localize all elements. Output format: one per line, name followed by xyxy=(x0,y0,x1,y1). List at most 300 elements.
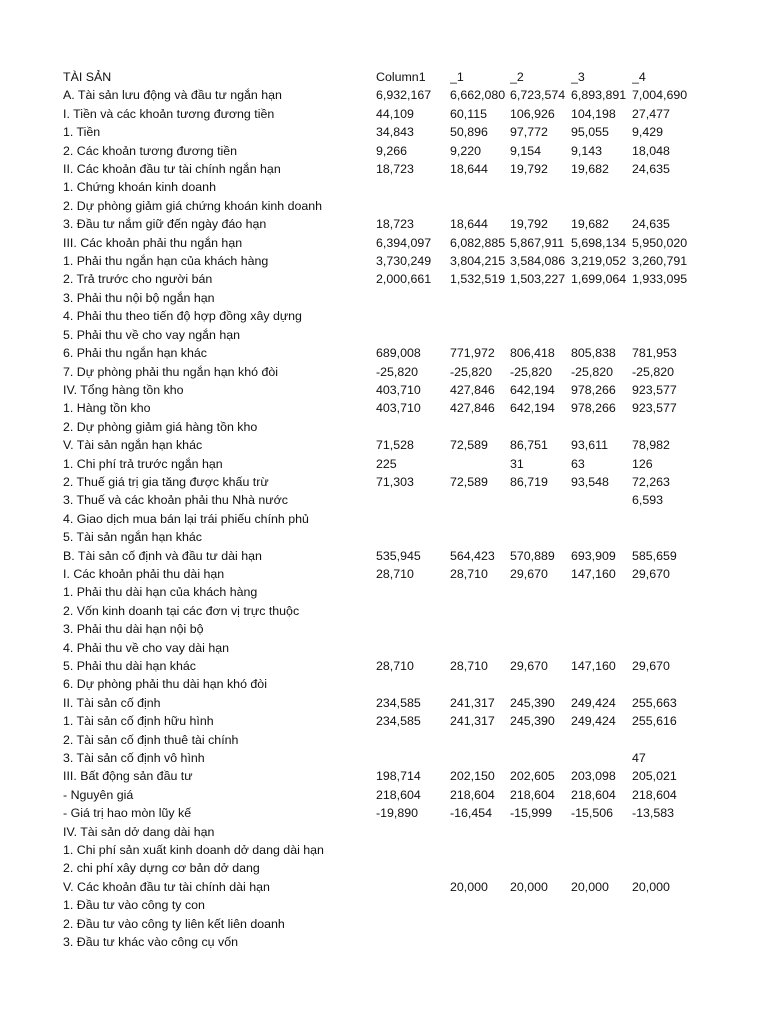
value-cell: 234,585 xyxy=(376,695,421,710)
row-label: 3. Phải thu dài hạn nội bộ xyxy=(63,622,204,637)
value-cell: 978,266 xyxy=(571,401,616,416)
value-cell: 5,867,911 xyxy=(510,235,565,250)
value-cell: 1,933,095 xyxy=(632,272,688,287)
value-cell xyxy=(510,602,571,620)
row-label: 2. Dự phòng giảm giá hàng tồn kho xyxy=(63,419,258,434)
value-cell: 20,000 xyxy=(510,879,548,894)
table-row xyxy=(63,823,702,841)
value-cell: 585,659 xyxy=(632,548,677,563)
value-cell: 203,098 xyxy=(571,769,616,784)
table-row xyxy=(63,215,702,233)
value-cell xyxy=(510,197,571,215)
value-cell xyxy=(376,307,450,325)
value-cell: 28,710 xyxy=(376,659,414,673)
row-label: I. Các khoản phải thu dài hạn xyxy=(63,566,225,581)
table-row xyxy=(63,657,702,675)
row-label: 3. Phải thu nội bộ ngắn hạn xyxy=(63,290,215,305)
table-row xyxy=(63,491,702,509)
value-cell xyxy=(376,639,450,657)
value-cell: 18,723 xyxy=(376,217,414,232)
value-cell: 18,723 xyxy=(376,162,414,177)
value-cell: 202,150 xyxy=(450,769,495,784)
value-cell: 245,390 xyxy=(510,714,555,729)
value-cell xyxy=(450,639,510,657)
value-cell: -15,506 xyxy=(571,806,614,821)
value-cell: 97,772 xyxy=(510,125,548,140)
value-cell: 564,423 xyxy=(450,548,495,563)
value-cell xyxy=(376,915,450,933)
value-cell: 689,008 xyxy=(376,346,421,361)
value-cell: 1,503,227 xyxy=(510,272,566,287)
value-cell: 6,662,080 xyxy=(450,88,506,103)
value-cell: 18,644 xyxy=(450,217,488,232)
value-cell xyxy=(571,859,632,877)
value-cell: 47 xyxy=(632,751,646,766)
value-cell xyxy=(510,896,571,914)
value-cell: 19,682 xyxy=(571,217,609,232)
value-cell: 249,424 xyxy=(571,714,616,729)
value-cell: 198,714 xyxy=(376,769,421,784)
value-cell xyxy=(571,823,632,841)
row-label: 7. Dự phòng phải thu ngắn hạn khó đòi xyxy=(63,364,278,379)
table-row xyxy=(63,786,702,804)
value-cell: -25,820 xyxy=(571,364,614,379)
table-body xyxy=(63,86,702,951)
value-cell xyxy=(450,749,510,767)
value-cell: 78,982 xyxy=(632,438,670,453)
value-cell xyxy=(571,326,632,344)
table-row xyxy=(63,455,702,473)
value-cell: 249,424 xyxy=(571,695,616,710)
value-cell xyxy=(632,510,702,528)
value-cell xyxy=(450,859,510,877)
value-cell xyxy=(632,639,702,657)
row-label: 5. Phải thu về cho vay ngắn hạn xyxy=(63,327,241,342)
row-label: 2. Đầu tư vào công ty liên kết liên doanh xyxy=(63,916,285,931)
table-row xyxy=(63,307,702,325)
value-cell xyxy=(510,307,571,325)
value-cell: 771,972 xyxy=(450,346,495,361)
row-label: 1. Chi phí trả trước ngắn hạn xyxy=(63,456,223,471)
row-label: I. Tiền và các khoản tương đương tiền xyxy=(63,106,275,121)
table-row xyxy=(63,859,702,877)
value-cell xyxy=(510,418,571,436)
value-cell xyxy=(571,749,632,767)
value-cell xyxy=(450,841,510,859)
value-cell: 9,429 xyxy=(632,125,664,140)
value-cell xyxy=(450,731,510,749)
value-cell xyxy=(450,510,510,528)
value-cell xyxy=(632,675,702,693)
value-cell xyxy=(450,326,510,344)
table-row xyxy=(63,86,702,104)
row-label: 1. Hàng tồn kho xyxy=(63,401,151,416)
value-cell: 72,589 xyxy=(450,474,488,489)
table-row xyxy=(63,252,702,270)
value-cell xyxy=(510,289,571,307)
table-row xyxy=(63,878,702,896)
value-cell: 5,698,134 xyxy=(571,235,627,250)
value-cell xyxy=(376,896,450,914)
row-label: - Nguyên giá xyxy=(63,787,134,802)
value-cell xyxy=(510,731,571,749)
value-cell xyxy=(510,841,571,859)
table-row xyxy=(63,602,702,620)
table-row xyxy=(63,804,702,822)
value-cell xyxy=(510,915,571,933)
value-cell xyxy=(571,307,632,325)
row-label: 1. Chứng khoán kinh doanh xyxy=(63,180,216,195)
row-label: II. Các khoản đầu tư tài chính ngắn hạn xyxy=(63,162,281,177)
value-cell: 86,719 xyxy=(510,474,548,489)
value-cell xyxy=(632,859,702,877)
row-label: - Giá trị hao mòn lũy kế xyxy=(63,806,192,821)
value-cell xyxy=(510,823,571,841)
row-label: 1. Tài sản cố định hữu hình xyxy=(63,714,214,729)
table-row xyxy=(63,712,702,730)
row-label: 2. chi phí xây dựng cơ bản dở dang xyxy=(63,861,260,876)
table-row xyxy=(63,289,702,307)
value-cell xyxy=(571,197,632,215)
row-label: 2. Trả trước cho người bán xyxy=(63,272,213,287)
value-cell: 3,584,086 xyxy=(510,254,566,269)
value-cell: 218,604 xyxy=(632,787,677,802)
table-row xyxy=(63,510,702,528)
value-cell xyxy=(632,528,702,546)
value-cell: 29,670 xyxy=(510,566,548,581)
header-asset: TÀI SẢN xyxy=(63,70,112,84)
value-cell: 28,710 xyxy=(450,659,488,673)
value-cell xyxy=(510,859,571,877)
value-cell: 218,604 xyxy=(510,787,555,802)
row-label: 1. Phải thu dài hạn của khách hàng xyxy=(63,585,258,600)
table-row xyxy=(63,178,702,196)
value-cell xyxy=(450,307,510,325)
value-cell xyxy=(571,491,632,509)
value-cell xyxy=(376,583,450,601)
table-row xyxy=(63,694,702,712)
value-cell: 923,577 xyxy=(632,382,677,397)
value-cell: 28,710 xyxy=(376,566,414,581)
value-cell xyxy=(571,675,632,693)
value-cell xyxy=(510,749,571,767)
row-label: A. Tài sản lưu động và đầu tư ngắn hạn xyxy=(63,88,282,103)
value-cell xyxy=(450,418,510,436)
row-label: 1. Chi phí sản xuất kinh doanh dở dang dài hạn xyxy=(63,843,324,858)
table-row xyxy=(63,915,702,933)
table-row xyxy=(63,896,702,914)
value-cell xyxy=(571,915,632,933)
table-row xyxy=(63,123,702,141)
value-cell: 29,670 xyxy=(632,659,670,673)
row-label: 4. Phải thu về cho vay dài hạn xyxy=(63,640,230,655)
value-cell xyxy=(632,178,702,196)
value-cell xyxy=(510,933,571,951)
value-cell xyxy=(510,178,571,196)
value-cell: 245,390 xyxy=(510,695,555,710)
value-cell: 20,000 xyxy=(632,879,670,894)
value-cell: 218,604 xyxy=(571,787,616,802)
value-cell: 19,682 xyxy=(571,162,609,177)
value-cell xyxy=(376,491,450,509)
value-cell xyxy=(632,307,702,325)
value-cell: 6,082,885 xyxy=(450,235,506,250)
value-cell xyxy=(510,491,571,509)
table-row xyxy=(63,234,702,252)
value-cell: -16,454 xyxy=(450,806,493,821)
value-cell xyxy=(450,896,510,914)
value-cell: 805,838 xyxy=(571,346,616,361)
value-cell xyxy=(376,326,450,344)
value-cell xyxy=(632,915,702,933)
value-cell: -25,820 xyxy=(450,364,493,379)
value-cell: 95,055 xyxy=(571,125,609,140)
value-cell xyxy=(376,178,450,196)
value-cell xyxy=(450,933,510,951)
table-row xyxy=(63,528,702,546)
row-label: 1. Phải thu ngắn hạn của khách hàng xyxy=(63,254,269,269)
value-cell xyxy=(571,583,632,601)
value-cell: 255,663 xyxy=(632,695,677,710)
value-cell: 93,611 xyxy=(571,438,608,453)
value-cell xyxy=(632,731,702,749)
value-cell: 6,893,891 xyxy=(571,88,627,103)
table-row xyxy=(63,363,702,381)
value-cell: 570,889 xyxy=(510,548,555,563)
value-cell xyxy=(376,933,450,951)
table-row xyxy=(63,841,702,859)
value-cell: 9,266 xyxy=(376,143,408,158)
row-label: 6. Dự phòng phải thu dài hạn khó đòi xyxy=(63,677,267,692)
value-cell xyxy=(376,823,450,841)
value-cell: 218,604 xyxy=(450,787,495,802)
value-cell xyxy=(450,583,510,601)
value-cell xyxy=(450,915,510,933)
table-row xyxy=(63,473,702,491)
table-row xyxy=(63,436,702,454)
table-row xyxy=(63,381,702,399)
value-cell: 1,699,064 xyxy=(571,272,627,287)
header-col-2: _2 xyxy=(510,70,524,84)
value-cell xyxy=(571,639,632,657)
value-cell: 72,263 xyxy=(632,474,670,489)
value-cell: 9,154 xyxy=(510,143,542,158)
value-cell xyxy=(450,455,510,473)
value-cell: 202,605 xyxy=(510,769,555,784)
table-row xyxy=(63,731,702,749)
value-cell: 642,194 xyxy=(510,401,555,416)
value-cell: 3,260,791 xyxy=(632,254,688,269)
value-cell xyxy=(510,583,571,601)
table-header xyxy=(63,68,702,86)
value-cell xyxy=(376,675,450,693)
table-row xyxy=(63,547,702,565)
table-row xyxy=(63,142,702,160)
value-cell xyxy=(376,528,450,546)
table-row xyxy=(63,675,702,693)
value-cell xyxy=(632,602,702,620)
value-cell: 20,000 xyxy=(571,879,609,894)
table-row xyxy=(63,583,702,601)
value-cell xyxy=(450,602,510,620)
value-cell: 255,616 xyxy=(632,714,677,729)
value-cell xyxy=(450,197,510,215)
value-cell: 126 xyxy=(632,456,653,471)
value-cell xyxy=(376,197,450,215)
value-cell xyxy=(376,749,450,767)
value-cell: 18,048 xyxy=(632,143,670,158)
value-cell: 781,953 xyxy=(632,346,677,361)
value-cell: 50,896 xyxy=(450,125,488,140)
value-cell: 1,532,519 xyxy=(450,272,506,287)
value-cell: 3,730,249 xyxy=(376,254,432,269)
row-label: V. Tài sản ngắn hạn khác xyxy=(63,438,203,453)
value-cell: 147,160 xyxy=(571,659,616,673)
value-cell: 693,909 xyxy=(571,548,616,563)
value-cell: 106,926 xyxy=(510,106,555,121)
row-label: 3. Đầu tư nắm giữ đến ngày đáo hạn xyxy=(63,217,267,232)
row-label: II. Tài sản cố định xyxy=(63,695,161,710)
value-cell xyxy=(571,418,632,436)
value-cell xyxy=(450,528,510,546)
header-row xyxy=(63,68,702,86)
value-cell: -19,890 xyxy=(376,806,419,821)
value-cell xyxy=(450,620,510,638)
row-label: B. Tài sản cố định và đầu tư dài hạn xyxy=(63,548,262,563)
row-label: 2. Thuế giá trị gia tăng được khấu trừ xyxy=(63,474,269,489)
value-cell xyxy=(376,841,450,859)
table-row xyxy=(63,933,702,951)
table-row xyxy=(63,270,702,288)
value-cell xyxy=(632,326,702,344)
header-col-1: _1 xyxy=(450,70,464,84)
row-label: III. Bất động sản đầu tư xyxy=(63,769,193,784)
value-cell: 427,846 xyxy=(450,382,495,397)
value-cell xyxy=(571,896,632,914)
value-cell xyxy=(510,620,571,638)
value-cell: 19,792 xyxy=(510,217,548,232)
row-label: 3. Đầu tư khác vào công cụ vốn xyxy=(63,935,238,950)
value-cell xyxy=(510,510,571,528)
header-col-4: _4 xyxy=(632,70,646,84)
table-row xyxy=(63,326,702,344)
table-row xyxy=(63,749,702,767)
row-label: 3. Tài sản cố định vô hình xyxy=(63,751,205,766)
row-label: 1. Đầu tư vào công ty con xyxy=(63,898,205,913)
value-cell: 72,589 xyxy=(450,438,488,453)
header-column1: Column1 xyxy=(376,70,426,84)
value-cell: 29,670 xyxy=(510,659,548,673)
table-row xyxy=(63,344,702,362)
table-row xyxy=(63,105,702,123)
value-cell: 3,219,052 xyxy=(571,254,627,269)
value-cell: 34,843 xyxy=(376,125,414,140)
value-cell: 241,317 xyxy=(450,695,495,710)
row-label: 2. Dự phòng giảm giá chứng khoán kinh doanh xyxy=(63,198,323,213)
table-row xyxy=(63,160,702,178)
value-cell xyxy=(632,583,702,601)
row-label: 4. Phải thu theo tiến độ hợp đồng xây dựng xyxy=(63,309,302,324)
value-cell: 86,751 xyxy=(510,438,548,453)
value-cell: 6,723,574 xyxy=(510,88,566,103)
value-cell xyxy=(571,841,632,859)
value-cell xyxy=(632,418,702,436)
header-col-3: _3 xyxy=(571,70,585,84)
value-cell: 20,000 xyxy=(450,879,488,894)
table-row xyxy=(63,565,702,583)
value-cell xyxy=(450,491,510,509)
row-label: 1. Tiền xyxy=(63,125,101,140)
value-cell: 44,109 xyxy=(376,106,414,121)
value-cell: 427,846 xyxy=(450,401,495,416)
value-cell: 71,303 xyxy=(376,474,414,489)
value-cell xyxy=(571,602,632,620)
row-label: 3. Thuế và các khoản phải thu Nhà nước xyxy=(63,493,288,508)
row-label: III. Các khoản phải thu ngắn hạn xyxy=(63,235,243,250)
value-cell xyxy=(376,602,450,620)
row-label: V. Các khoản đầu tư tài chính dài hạn xyxy=(63,879,270,894)
row-label: 2. Tài sản cố định thuê tài chính xyxy=(63,732,239,747)
table-row xyxy=(63,767,702,785)
value-cell: -13,583 xyxy=(632,806,675,821)
value-cell: 7,004,690 xyxy=(632,88,688,103)
value-cell: 241,317 xyxy=(450,714,495,729)
value-cell xyxy=(632,289,702,307)
value-cell: 18,644 xyxy=(450,162,488,177)
value-cell xyxy=(450,289,510,307)
value-cell xyxy=(571,731,632,749)
value-cell: 24,635 xyxy=(632,162,670,177)
value-cell: 60,115 xyxy=(450,106,487,121)
value-cell: -25,820 xyxy=(632,364,675,379)
value-cell: 806,418 xyxy=(510,346,555,361)
row-label: 5. Phải thu dài hạn khác xyxy=(63,659,196,673)
table-row xyxy=(63,197,702,215)
value-cell xyxy=(510,528,571,546)
value-cell: 642,194 xyxy=(510,382,555,397)
value-cell xyxy=(571,289,632,307)
value-cell: 93,548 xyxy=(571,474,609,489)
value-cell xyxy=(632,933,702,951)
value-cell: 205,021 xyxy=(632,769,677,784)
value-cell: 403,710 xyxy=(376,382,421,397)
value-cell: 24,635 xyxy=(632,217,670,232)
value-cell xyxy=(376,878,450,896)
value-cell xyxy=(632,841,702,859)
value-cell xyxy=(376,510,450,528)
value-cell: 9,143 xyxy=(571,143,603,158)
value-cell: 6,932,167 xyxy=(376,88,432,103)
value-cell: -25,820 xyxy=(510,364,553,379)
value-cell: 218,604 xyxy=(376,787,421,802)
value-cell: 5,950,020 xyxy=(632,235,688,250)
value-cell: 9,220 xyxy=(450,143,482,158)
value-cell: 31 xyxy=(510,456,524,471)
value-cell xyxy=(571,528,632,546)
value-cell: 104,198 xyxy=(571,106,616,121)
row-label: 5. Tài sản ngắn hạn khác xyxy=(63,530,202,545)
row-label: 2. Các khoản tương đương tiền xyxy=(63,143,238,158)
value-cell: -15,999 xyxy=(510,806,553,821)
table-row xyxy=(63,418,702,436)
value-cell: 923,577 xyxy=(632,401,677,416)
row-label: 2. Vốn kinh doanh tại các đơn vị trực thuộc xyxy=(63,603,300,618)
value-cell: 6,593 xyxy=(632,493,664,508)
value-cell xyxy=(450,675,510,693)
value-cell: 28,710 xyxy=(450,566,488,581)
value-cell: 19,792 xyxy=(510,162,548,177)
row-label: IV. Tổng hàng tồn kho xyxy=(63,382,184,397)
